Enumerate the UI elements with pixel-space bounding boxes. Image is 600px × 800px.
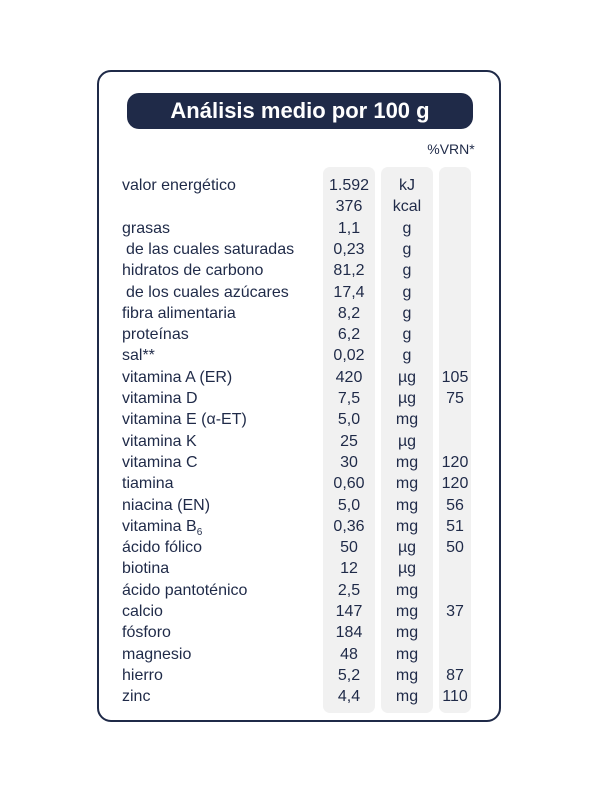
table-row [0, 495, 600, 516]
nutrient-value: 81,2 [333, 262, 365, 280]
table-row [0, 218, 600, 239]
nutrient-value: 0,23 [333, 240, 365, 258]
nutrient-vrn: 105 [441, 368, 469, 386]
table-row [0, 665, 600, 686]
nutrient-vrn: 50 [446, 539, 464, 557]
table-row [0, 303, 600, 324]
nutrient-value: 48 [340, 645, 358, 663]
table-row [0, 431, 600, 452]
table-row [0, 644, 600, 665]
nutrient-unit: mg [395, 666, 419, 684]
table-row [0, 452, 600, 473]
table-row [0, 260, 600, 281]
nutrient-vrn: 51 [446, 517, 464, 535]
nutrient-unit: mg [395, 411, 419, 429]
nutrient-label: ácido fólico [122, 539, 203, 557]
table-row [0, 388, 600, 409]
nutrient-label: vitamina A (ER) [122, 368, 233, 386]
table-row [0, 537, 600, 558]
nutrient-value: 0,36 [333, 517, 365, 535]
nutrient-label: vitamina E (α-ET) [122, 411, 247, 429]
nutrient-unit: mg [395, 581, 419, 599]
nutrient-unit: mg [395, 645, 419, 663]
nutrient-value: 1.592 [328, 177, 370, 194]
nutrient-label: hierro [122, 666, 163, 684]
table-row [0, 367, 600, 388]
nutrient-value: 0,02 [333, 347, 365, 365]
nutrient-label: sal** [122, 347, 155, 365]
nutrient-vrn: 120 [441, 475, 469, 493]
nutrient-value: 8,2 [337, 304, 361, 322]
nutrient-value: 420 [335, 368, 363, 386]
nutrient-value: 5,0 [337, 411, 361, 429]
table-row [0, 345, 600, 366]
nutrient-unit: mg [395, 453, 419, 471]
nutrient-value: 6,2 [337, 326, 361, 344]
nutrient-unit: g [402, 262, 412, 280]
nutrient-value: 1,1 [337, 219, 361, 237]
nutrient-value: 7,5 [337, 390, 361, 407]
nutrient-unit: g [402, 347, 412, 365]
nutrient-unit: µg [397, 539, 417, 557]
nutrient-label: fósforo [122, 624, 171, 642]
table-row [0, 601, 600, 622]
table-title: Análisis medio por 100 g [127, 93, 473, 129]
nutrient-label-subscript: 6 [196, 526, 203, 538]
nutrient-vrn: 37 [446, 603, 464, 620]
nutrient-unit: µg [397, 390, 417, 407]
nutrient-unit: g [402, 240, 412, 258]
nutrient-value: 376 [335, 198, 363, 216]
nutrient-unit: mg [395, 688, 419, 706]
nutrient-unit: g [402, 304, 412, 322]
nutrient-label: calcio [122, 603, 163, 620]
nutrient-label: proteínas [122, 326, 189, 344]
nutrient-value: 184 [335, 624, 363, 642]
nutrient-value: 25 [340, 432, 358, 450]
nutrient-vrn: 75 [446, 390, 464, 407]
table-row [0, 175, 600, 196]
nutrient-value: 4,4 [337, 688, 361, 706]
nutrient-unit: mg [395, 475, 419, 493]
nutrient-label: zinc [122, 688, 151, 706]
nutrient-unit: g [402, 326, 412, 344]
nutrient-unit: g [402, 219, 412, 237]
nutrient-value: 50 [340, 539, 358, 557]
table-row [0, 622, 600, 643]
table-row [0, 324, 600, 345]
table-row [0, 473, 600, 494]
nutrient-label: valor energético [122, 177, 236, 194]
nutrient-label: vitamina K [122, 432, 197, 450]
table-row [0, 580, 600, 601]
nutrient-unit: mg [395, 517, 419, 535]
nutrient-label: vitamina $B_6$ [122, 517, 203, 538]
nutrient-value: 0,60 [333, 475, 365, 493]
nutrient-vrn: 87 [446, 666, 464, 684]
nutrient-label: fibra alimentaria [122, 304, 236, 322]
nutrient-vrn: 120 [441, 453, 469, 471]
nutrient-label: niacina (EN) [122, 496, 211, 514]
nutrient-label: hidratos de carbono [122, 262, 264, 280]
vrn-column-header: %VRN* [427, 141, 475, 157]
table-row [0, 686, 600, 707]
nutrient-value: 147 [335, 603, 363, 620]
nutrient-unit: µg [397, 432, 417, 450]
nutrient-unit: µg [397, 368, 417, 386]
nutrient-value: 17,4 [333, 283, 365, 301]
table-row [0, 516, 600, 537]
nutrient-unit: µg [397, 560, 417, 578]
nutrient-label: ácido pantoténico [122, 581, 248, 599]
table-row [0, 196, 600, 217]
nutrient-unit: kJ [399, 177, 415, 194]
nutrient-unit: mg [395, 603, 419, 620]
nutrient-value: 2,5 [337, 581, 361, 599]
nutrient-value: 5,0 [337, 496, 361, 514]
nutrient-label: vitamina C [122, 453, 198, 471]
nutrient-vrn: 56 [446, 496, 464, 514]
nutrient-unit: kcal [392, 198, 422, 216]
table-row [0, 239, 600, 260]
nutrient-vrn: 110 [442, 688, 468, 706]
table-row [0, 282, 600, 303]
nutrient-unit: g [402, 283, 412, 301]
nutrient-value: 12 [340, 560, 358, 578]
nutrient-unit: mg [395, 624, 419, 642]
nutrient-label: de las cuales saturadas [126, 240, 295, 258]
table-row [0, 409, 600, 430]
nutrient-label: vitamina D [122, 390, 198, 407]
nutrient-label: grasas [122, 219, 171, 237]
nutrient-label: tiamina [122, 475, 174, 493]
nutrient-unit: mg [395, 496, 419, 514]
nutrient-value: 5,2 [337, 666, 361, 684]
nutrient-value: 30 [340, 453, 358, 471]
nutrient-label: magnesio [122, 645, 192, 663]
nutrient-label: biotina [122, 560, 170, 578]
table-row [0, 558, 600, 579]
nutrient-label: de los cuales azúcares [126, 283, 289, 301]
